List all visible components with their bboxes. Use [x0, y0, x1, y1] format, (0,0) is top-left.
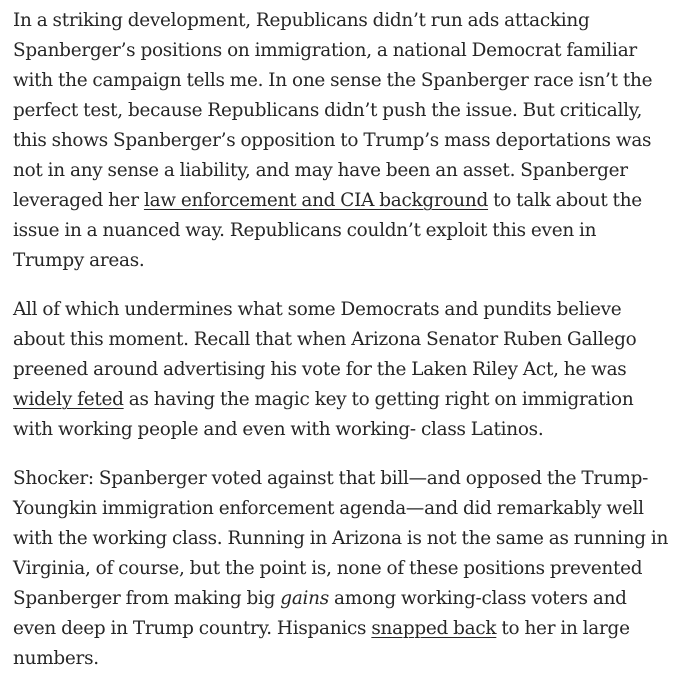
paragraph-3-text-c: to her in large numbers. [13, 618, 630, 669]
paragraph-3-text-a: Shocker: Spanberger voted against that bill—and opposed the Trump-Youngkin immigration enforcement agenda—and did remarkably well with the working class. Running in Arizona is not the same as running in Virginia, of course, but the point is, none of these positions prevented Spanberger from making big [13, 468, 669, 609]
paragraph-2-text-b: as having the magic key to getting right on immigration with working people and even with working- class Latinos. [13, 389, 634, 440]
paragraph-3-text-b: among working-class voters and even deep in Trump country. Hispanics [13, 588, 627, 639]
paragraph-1 [13, 6, 670, 276]
emphasis-gains: gains [280, 588, 329, 609]
paragraph-2-text-a: All of which undermines what some Democrats and pundits believe about this moment. Recall that when Arizona Senator Ruben Gallego preened around advertising his vote for the Laken Riley Act, he was [13, 299, 637, 380]
paragraph-1-text-a: In a striking development, Republicans didn’t run ads attacking Spanberger’s positions on immigration, a national Democrat familiar with the campaign tells me. In one sense the Spanberger race isn’t the perfect test, because Republicans didn’t push the issue. But critically, this shows Spanberger’s opposition to Trump’s mass deportations was not in any sense a liability, and may have been an asset. Spanberger leveraged her [13, 10, 653, 211]
link-widely-feted[interactable]: widely feted [13, 389, 124, 410]
paragraph-3 [13, 464, 670, 674]
link-law-enforcement-cia-background[interactable]: law enforcement and CIA background [143, 190, 489, 211]
paragraph-2 [13, 295, 670, 445]
paragraph-1-text-b: to talk about the issue in a nuanced way. Republicans couldn’t exploit this even in Trumpy areas. [13, 190, 642, 271]
link-snapped-back[interactable]: snapped back [371, 618, 497, 639]
